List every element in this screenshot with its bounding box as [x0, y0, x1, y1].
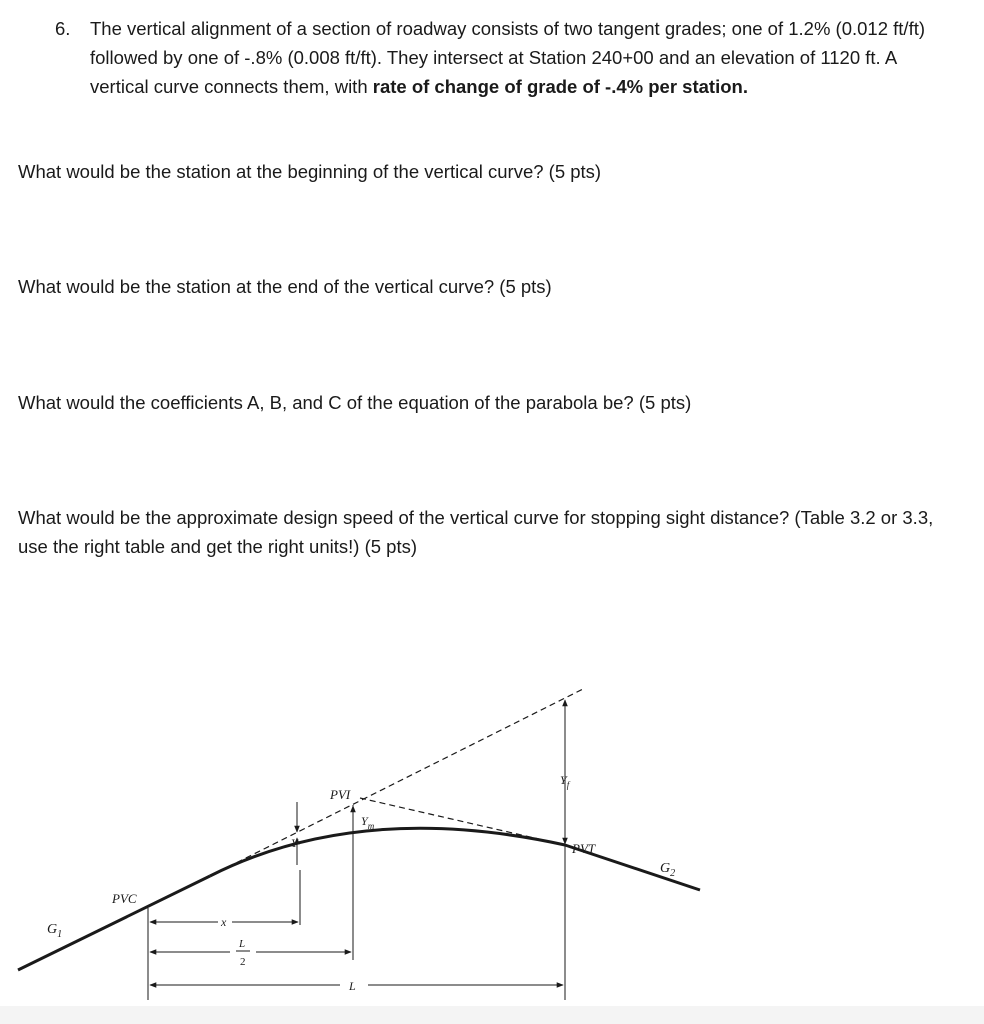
pvc-label: PVC — [112, 891, 137, 906]
half-l-numerator: L — [239, 938, 246, 950]
half-l-denominator: 2 — [240, 956, 246, 968]
pvi-label: PVI — [330, 787, 351, 802]
g2-label: $G_2$ — [660, 861, 676, 879]
bottom-strip — [0, 1006, 984, 1024]
pvt-label: PVT — [572, 841, 596, 856]
y-label: Y — [291, 836, 298, 850]
yf-label: $Y_f$ — [560, 773, 570, 790]
x-label: x — [221, 915, 227, 929]
question-1: What would be the station at the beginning of the vertical curve? (5 pts) — [18, 161, 602, 182]
g1-label: $G_1$ — [47, 922, 63, 940]
question-3: What would the coefficients A, B, and C of the equation of the parabola be? (5 pts) — [18, 392, 692, 413]
vertical-curve — [210, 828, 565, 876]
question-2: What would be the station at the end of the vertical curve? (5 pts) — [18, 276, 552, 297]
l-label: L — [349, 979, 356, 993]
problem-text-end: . — [742, 76, 748, 97]
problem-number: 6. — [55, 18, 71, 39]
problem-text-bold: rate of change of grade of -.4% per station — [372, 76, 743, 97]
ym-label: $Y_m$ — [361, 814, 375, 831]
problem-statement — [55, 14, 935, 101]
question-4: What would be the approximate design speed of the vertical curve for stopping sight distance? (Table 3.2 or 3.3, use the right table and get the right units!) (5 pts) — [18, 507, 934, 557]
problem-text-plain: The vertical alignment of a section of roadway consists of two tangent grades; one of 1.2% (0.012 ft/ft) followed by one of -.8% (0.008 ft/ft). They intersect at Station 240+00 and an elevation of 1120 ft. A vertical curve connects them, with — [90, 18, 926, 97]
vertical-curve-diagram — [0, 660, 984, 1006]
problem-text — [90, 14, 935, 101]
g1-tangent-extension — [210, 688, 585, 876]
